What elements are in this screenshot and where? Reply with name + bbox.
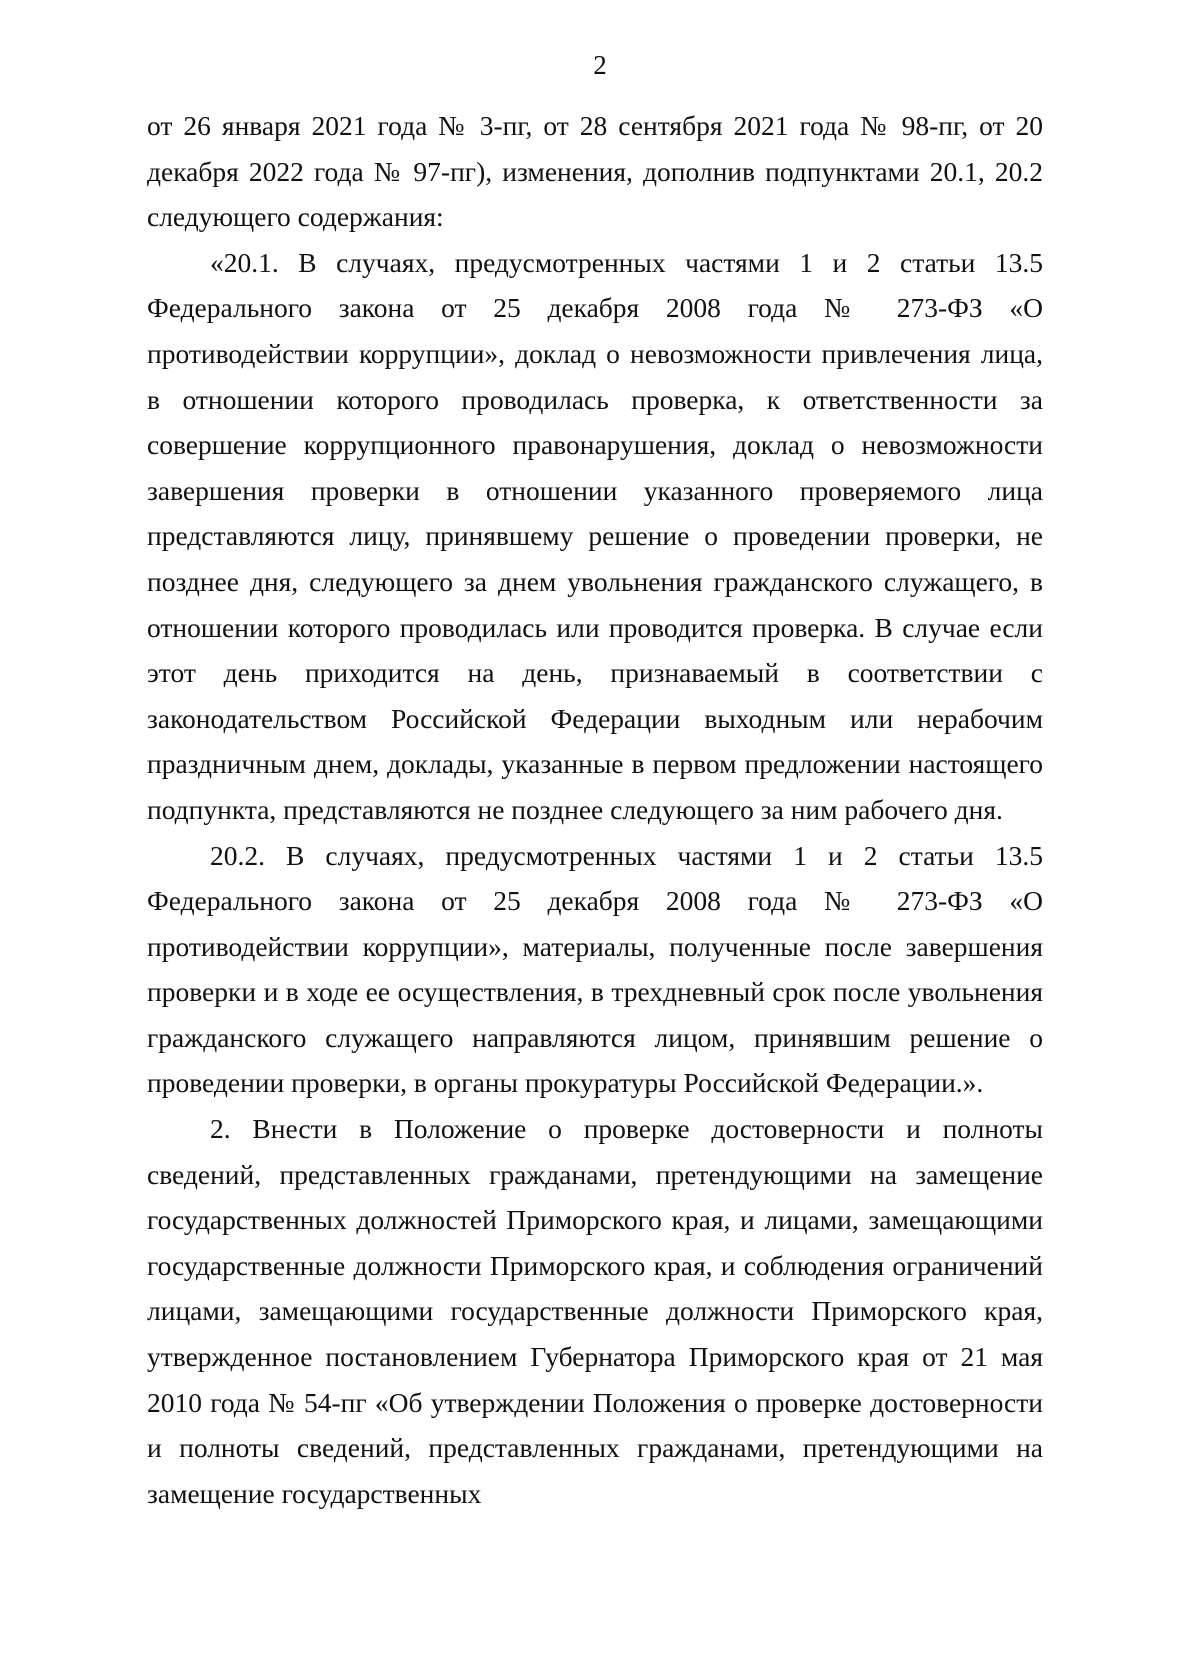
document-body (147, 103, 1043, 1516)
paragraph-amendment-intro: от 26 января 2021 года № 3-пг, от 28 сентября 2021 года № 98-пг, от 20 декабря 2022 года № 97-пг), изменения, дополнив подпунктами 20.1, 20.2 следующего содержания: (147, 110, 1043, 233)
paragraph-subitem-20-2: 20.2. В случаях, предусмотренных частями 1 и 2 статьи 13.5 Федерального закона от 25 декабря 2008 года № 273-ФЗ «О противодействии коррупции», материалы, полученные после завершения проверки и в ходе ее осуществления, в трехдневный срок после увольнения гражданского служащего направляются лицом, принявшим решение о проведении проверки, в органы прокуратуры Российской Федерации.». (147, 839, 1043, 1099)
page-number: 2 (593, 50, 607, 80)
paragraph-item-2: 2. Внести в Положение о проверке достоверности и полноты сведений, представленных гражданами, претендующими на замещение государственных должностей Приморского края, и лицами, замещающими государственные должности Приморского края, и соблюдения ограничений лицами, замещающими государственные должности Приморского края, утвержденное постановлением Губернатора Приморского края от 21 мая 2010 года № 54-пг «Об утверждении Положения о проверке достоверности и полноты сведений, представленных гражданами, претендующими на замещение государственных (147, 1113, 1043, 1509)
paragraph-subitem-20-1: «20.1. В случаях, предусмотренных частями 1 и 2 статьи 13.5 Федерального закона от 25 декабря 2008 года № 273-ФЗ «О противодействии коррупции», доклад о невозможности привлечения лица, в отношении которого проводилась проверка, к ответственности за совершение коррупционного правонарушения, доклад о невозможности завершения проверки в отношении указанного проверяемого лица представляются лицу, принявшему решение о проведении проверки, не позднее дня, следующего за днем увольнения гражданского служащего, в отношении которого проводилась или проводится проверка. В случае если этот день приходится на день, признаваемый в соответствии с законодательством Российской Федерации выходным или нерабочим праздничным днем, доклады, указанные в первом предложении настоящего подпункта, представляются не позднее следующего за ним рабочего дня. (147, 246, 1043, 825)
